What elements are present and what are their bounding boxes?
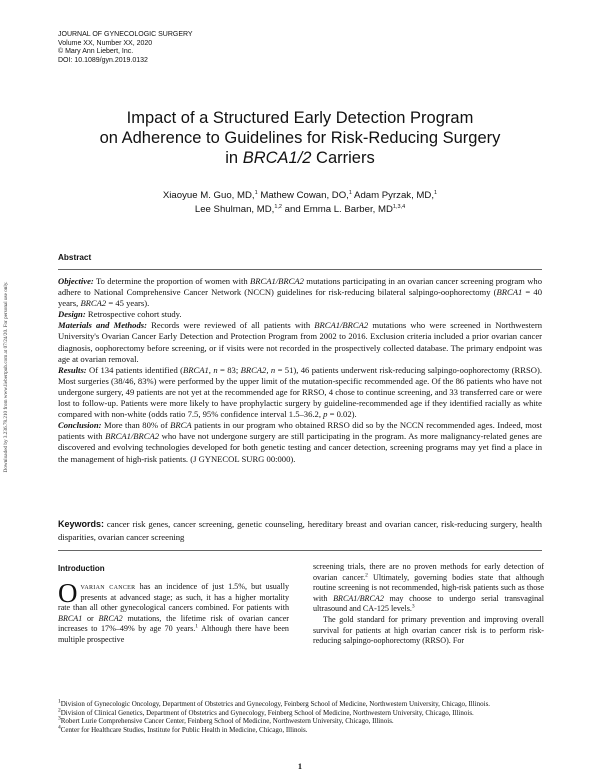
- results-italic: p: [323, 409, 328, 420]
- citation-ref[interactable]: 1: [195, 623, 199, 630]
- conclusion-gene: BRCA1/BRCA2: [105, 431, 160, 442]
- affiliation-number: 1: [58, 698, 61, 705]
- page-number: 1: [297, 762, 303, 771]
- intro-paragraph-1: [58, 578, 289, 646]
- journal-volume: Volume XX, Number XX, 2020: [58, 39, 153, 47]
- results-label: Results:: [58, 364, 87, 375]
- keywords-text: cancer risk genes, cancer screening, genetic counseling, hereditary breast and ovarian cancer, risk-reducing surgery, health disparities, ovarian cancer screening: [58, 519, 542, 542]
- affiliation-number: 3: [58, 715, 61, 722]
- affiliation-number: 2: [58, 707, 61, 714]
- results-text: = 83;: [217, 364, 241, 375]
- conclusion-text: More than 80% of: [101, 420, 171, 431]
- author-pyrzak-affil: 1: [434, 189, 438, 196]
- objective-gene: BRCA2: [80, 298, 107, 309]
- section-divider: [58, 550, 542, 551]
- journal-copyright: © Mary Ann Liebert, Inc.: [58, 48, 134, 56]
- introduction-heading: Introduction: [58, 564, 105, 573]
- title-line-3-suffix: Carriers: [311, 149, 375, 167]
- design-text: Retrospective cohort study.: [85, 309, 182, 320]
- intro-gene: BRCA1: [58, 613, 83, 623]
- author-barber[interactable]: and Emma L. Barber, MD: [281, 203, 393, 215]
- affiliation-2: [58, 709, 542, 718]
- author-barber-affil: 1,3,4: [392, 203, 406, 210]
- intro-gene: BRCA1/BRCA2: [333, 593, 384, 603]
- author-shulman-affil: 1,2: [274, 203, 282, 210]
- affiliation-4: [58, 726, 542, 735]
- objective-text: To determine the proportion of women with: [93, 276, 251, 286]
- journal-doi[interactable]: DOI: 10.1089/gyn.2019.0132: [58, 56, 148, 64]
- abstract-design: [58, 309, 542, 320]
- keywords-label: Keywords:: [58, 519, 105, 529]
- conclusion-label: Conclusion:: [58, 420, 102, 431]
- methods-text: mutations who were screened in Northwestern University's Ovarian Cancer Early Detection and Protection Program from 2002 to 2016. Exclusion criteria included a prior ovarian cancer diagnosis, oophorectomy before screening, or if visits were not recorded in the prospectively collected database. The primary endpoint was age at ovarian removal.: [58, 320, 542, 364]
- intro-paragraph-2: The gold standard for primary prevention and improving overall survival for patients at high ovarian cancer risk is to perform risk-reducing salpingo-oophorectomy (RRSO). For: [313, 614, 544, 646]
- results-italic: BRCA1, n: [183, 364, 218, 375]
- affiliation-text: Robert Lurie Comprehensive Cancer Center, Feinberg School of Medicine, Northwestern University, Chicago, Illinois.: [60, 717, 394, 725]
- authors-line-2: [60, 203, 540, 217]
- intro-column-left: [58, 578, 289, 646]
- intro-text: screening trials, there are no proven methods for early detection of ovarian cancer.: [313, 562, 544, 582]
- title-line-3: [60, 148, 540, 168]
- intro-paragraph-1-cont: [313, 562, 544, 615]
- objective-gene: BRCA1: [496, 287, 523, 298]
- intro-text: mutations, the lifetime risk of ovarian cancer increases to 17%–49% by age 70 years.: [58, 613, 289, 634]
- title-line-2: on Adherence to Guidelines for Risk-Reducing Surgery: [99, 129, 501, 147]
- results-italic: BRCA2, n: [240, 364, 276, 375]
- intro-text: or: [82, 613, 99, 623]
- objective-text: mutations participating in an ovarian cancer screening program who adhere to National Comprehensive Cancer Network (NCCN) guidelines for risk-reducing bilateral salpingo-oophorectomy (: [58, 276, 542, 298]
- methods-gene: BRCA1/BRCA2: [314, 320, 369, 331]
- results-text: Of 134 patients identified (: [86, 364, 184, 375]
- abstract-results: [58, 365, 542, 420]
- author-cowan[interactable]: Mathew Cowan, DO,: [257, 190, 349, 201]
- intro-text: Although there have been multiple prospective: [58, 624, 289, 644]
- keywords: [58, 518, 542, 543]
- abstract-objective: [58, 276, 542, 309]
- intro-column-right: [313, 562, 544, 647]
- affiliation-text: Center for Healthcare Studies, Institute for Public Health in Medicine, Chicago, Illinois.: [60, 725, 308, 734]
- abstract-methods: [58, 320, 542, 364]
- journal-header: [58, 31, 193, 65]
- conclusion-text: who have not undergone surgery are still participating in the program. As more malignancy-related genes are discovered and evolving technologies developed for both genetic testing and cancer detection, screening programs may yet find a place in the management of high-risk patients. (J GYNECOL SURG 00:000).: [58, 431, 542, 464]
- journal-name: JOURNAL OF GYNECOLOGIC SURGERY: [58, 31, 193, 38]
- download-note-text: Downloaded by 3.236.78.210 from www.liebertpub.com at 07/24/20. For personal use only.: [3, 281, 9, 472]
- objective-text: = 45 years).: [106, 298, 150, 309]
- objective-text: = 40 years,: [58, 287, 542, 309]
- methods-text: Records were reviewed of all patients with: [147, 320, 315, 331]
- objective-gene: BRCA1/BRCA2: [250, 276, 304, 286]
- citation-ref[interactable]: 3: [411, 603, 415, 610]
- author-shulman[interactable]: Lee Shulman, MD,: [194, 203, 275, 215]
- intro-smallcaps: varian cancer: [80, 582, 136, 591]
- intro-text: may choose to undergo serial transvaginal ultrasound and CA-125 levels.: [313, 593, 544, 614]
- download-watermark: [1, 204, 11, 549]
- affiliation-1: [58, 700, 542, 709]
- author-pyrzak[interactable]: Adam Pyrzak, MD,: [351, 190, 435, 201]
- article-title: [60, 108, 540, 168]
- abstract-body: [58, 276, 542, 465]
- results-text: = 0.02).: [327, 409, 357, 420]
- abstract-conclusion: [58, 420, 542, 464]
- title-gene-name: BRCA1/2: [242, 149, 312, 167]
- objective-label: Objective:: [58, 276, 94, 286]
- methods-label: Materials and Methods:: [58, 320, 147, 331]
- author-guo-affil: 1: [254, 189, 258, 196]
- title-line-3-prefix: in: [225, 149, 243, 167]
- author-guo[interactable]: Xiaoyue M. Guo, MD,: [162, 190, 255, 201]
- affiliation-text: Division of Clinical Genetics, Department of Obstetrics and Gynecology, Feinberg School of Medicine, Northwestern University, Chicago, Illinois.: [60, 708, 474, 717]
- conclusion-text: patients in our program who obtained RRSO did so by the NCCN recommended ages. Indeed, most patients with: [58, 420, 542, 442]
- intro-text: Ultimately, governing bodies state that although routine screening is not recommended, high-risk patients such as those with: [313, 572, 544, 603]
- intro-text: has an incidence of just 1.5%, but usually presents at advanced stage; as such, it has a higher mortality rate than all other gynecological cancers combined. For patients with: [58, 582, 289, 613]
- conclusion-gene: BRCA: [170, 420, 192, 431]
- affiliation-3: [58, 717, 542, 726]
- affiliation-text: Division of Gynecologic Oncology, Department of Obstetrics and Gynecology, Feinberg School of Medicine, Northwestern University, Chicago, Illinois.: [60, 700, 491, 708]
- design-label: Design:: [58, 309, 86, 320]
- drop-cap: O: [58, 578, 78, 608]
- citation-ref[interactable]: 2: [365, 571, 368, 578]
- intro-gene: BRCA2: [98, 613, 123, 623]
- abstract-heading: Abstract: [58, 253, 92, 262]
- results-text: = 51), 46 patients underwent risk-reducing salpingo-oophorectomy (RRSO). Most surgeries (38/46, 83%) were performed by the upper limit of the mutation-specific recommended age. Of the 86 patients who have not undergone surgery, 49 patients are not yet at the recommended age for RRSO, 4 chose to continue screening, and 33 transferred care or were lost to follow-up. Patients were more likely to have prophylactic surgery by guideline-recommended age if they identified racially as white compared with non-white (odds ratio 7.5, 95% confidence interval 1.5–36.2,: [58, 364, 542, 420]
- title-line-1: Impact of a Structured Early Detection Program: [126, 109, 474, 127]
- affiliations: [58, 700, 542, 734]
- author-list: [60, 189, 540, 216]
- affiliation-number: 4: [58, 724, 61, 731]
- author-cowan-affil: 1: [348, 189, 352, 196]
- abstract-divider: [58, 269, 542, 270]
- authors-line-1: [60, 189, 540, 203]
